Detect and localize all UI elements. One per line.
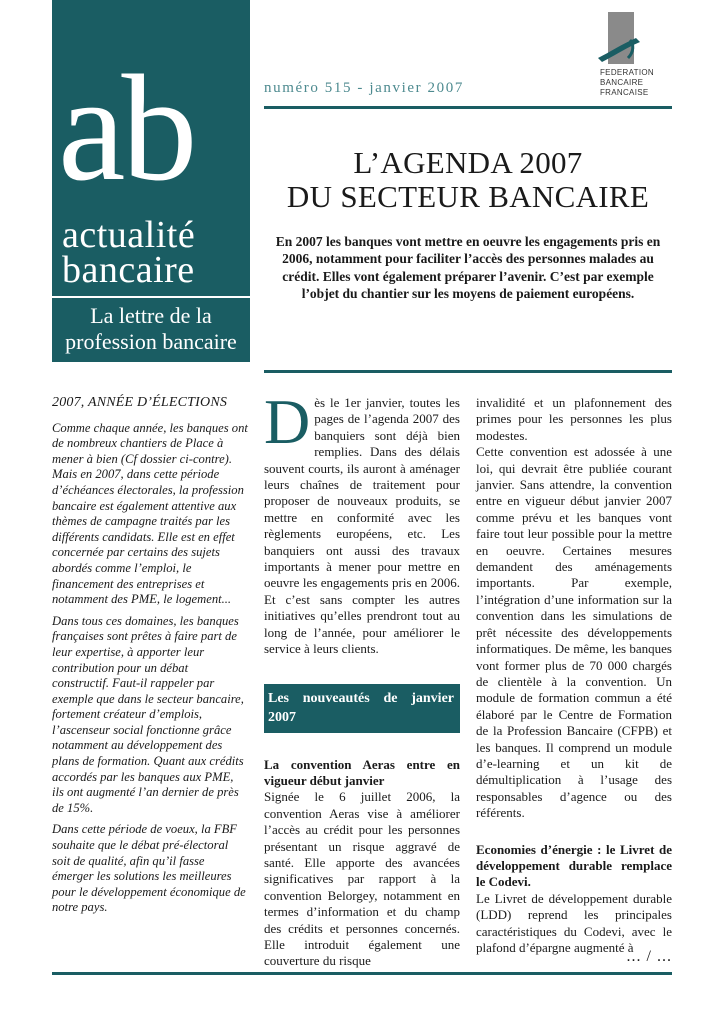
- sidebar-heading: 2007, ANNÉE D’ÉLECTIONS: [52, 395, 228, 410]
- header-rule-top: [264, 106, 672, 109]
- publisher-line1: FEDERATION: [600, 68, 654, 77]
- section-box-heading: Les nouveautés de janvier 2007: [264, 684, 460, 733]
- sidebar-paragraph: Comme chaque année, les banques ont de nombreux chantiers de Place à mener à bien (Cf dossier ci-contre). Mais en 2007, dans cette période d’échéances électorales, la profession bancaire est également attentive aux thèmes de campagne traités par les différents candidats. Elle est en effet concernée par certains des sujets abordés comme l’emploi, le financement des entreprises et notamment des PME, le logement...: [52, 420, 248, 607]
- lead-paragraph: [264, 386, 460, 658]
- subheading-ldd: Economies d’énergie : le Livret de développement durable remplace le Codevi.: [476, 841, 672, 890]
- subheading-aeras: La convention Aeras entre en vigueur début janvier: [264, 756, 460, 788]
- masthead-title-line1: actualité: [62, 214, 196, 256]
- article-column-3: [476, 395, 672, 956]
- drop-cap: D: [264, 386, 311, 457]
- body-paragraph: Signée le 6 juillet 2006, la convention Aeras vise à améliorer l’accès au crédit pour les personnes présentant un risque aggravé de santé. Elle apporte des avancées significatives par rapport à la convention Belorgey, notamment en termes d’information et du champ des crédits et personnes concernés. Elle introduit également une couverture du risque: [264, 789, 460, 969]
- masthead: [52, 0, 250, 362]
- continued-marker: ... / ...: [626, 948, 672, 965]
- lead-text: ès le 1er janvier, toutes les pages de l’agenda 2007 des banquiers sont déjà bien remplies. Dans des délais souvent courts, ils auront à aménager leurs chaînes de traitement pour proposer de nouveaux produits, se mettre en conformité avec les règlements européens, etc. Les banquiers ont aussi des travaux importants à mener pour mettre en oeuvre les engagements pris en 2006. Et c’est sans compter les autres initiatives qu’elles prendront tout au long de l’année, pour améliorer le service à leurs clients.: [264, 395, 460, 657]
- masthead-divider: [52, 296, 250, 298]
- publisher-name: [600, 68, 654, 98]
- body-paragraph: Cette convention est adossée à une loi, qui devrait être publiée courant janvier. Sans attendre, la convention entre en vigueur début janvier 2007 comme prévu et les banques vont faire tout leur possible pour la mettre en oeuvre. Certaines mesures demandent des aménagements importants. Par exemple, l’intégration d’une information sur la convention dans les simulations de prêt nécessite des développements informatiques. De même, les banques vont former plus de 70 000 chargés de clientèle à la convention. Un module de formation commun a été élaboré par le Centre de Formation de la Profession Bancaire (CFPB) et les banques. Il comprend un module d’e-learning et un kit de démultiplication à l’usage des responsables d’agence ou des référents.: [476, 444, 672, 821]
- publisher-line3: FRANCAISE: [600, 88, 649, 97]
- body-paragraph: invalidité et un plafonnement des primes pour les personnes les plus modestes.: [476, 395, 672, 443]
- masthead-title-line2: bancaire: [62, 249, 195, 291]
- masthead-logo-letters: ab: [58, 44, 194, 212]
- sidebar-paragraph: Dans cette période de voeux, la FBF souhaite que le débat pré-électoral soit de qualité, afin qu’il fasse émerger les solutions les meilleures pour le développement économique de notre pays.: [52, 822, 246, 915]
- masthead-tagline: [52, 303, 250, 355]
- footer-rule: [52, 972, 672, 975]
- article-column-2: [264, 386, 460, 970]
- masthead-tagline-line1: La lettre de la: [90, 303, 212, 328]
- article-title: [264, 146, 672, 214]
- sidebar-column: [52, 395, 248, 922]
- header-rule-bottom: [264, 370, 672, 373]
- fbf-logo-icon: [608, 12, 634, 64]
- article-title-line2: DU SECTEUR BANCAIRE: [286, 179, 650, 214]
- article-title-line1: L’AGENDA 2007: [353, 145, 583, 180]
- issue-number: numéro 515 - janvier 2007: [264, 80, 464, 96]
- publisher-line2: BANCAIRE: [600, 78, 644, 87]
- body-paragraph: Le Livret de développement durable (LDD) reprend les principales caractéristiques du Codevi, avec le plafond d’épargne augmenté à: [476, 890, 672, 955]
- masthead-tagline-line2: profession bancaire: [65, 329, 237, 354]
- sidebar-paragraph: Dans tous ces domaines, les banques françaises sont prêtes à faire part de leur expertise, à apporter leur contribution pour un débat constructif. Faut-il rappeler par exemple que dans le secteur bancaire, fortement créateur d’emplois, l’ascenseur social fonctionne grâce notamment au développement des plans de formation. Quant aux crédits accordés par les banques aux PME, ils ont augmenté l’an dernier de près de 15%.: [52, 613, 244, 815]
- article-intro: En 2007 les banques vont mettre en oeuvre les engagements pris en 2006, notamment pour faciliter l’accès des personnes malades au crédit. Elles vont également préparer l’avenir. C’est par exemple l’objet du chantier sur les moyens de paiement européens.: [275, 234, 661, 302]
